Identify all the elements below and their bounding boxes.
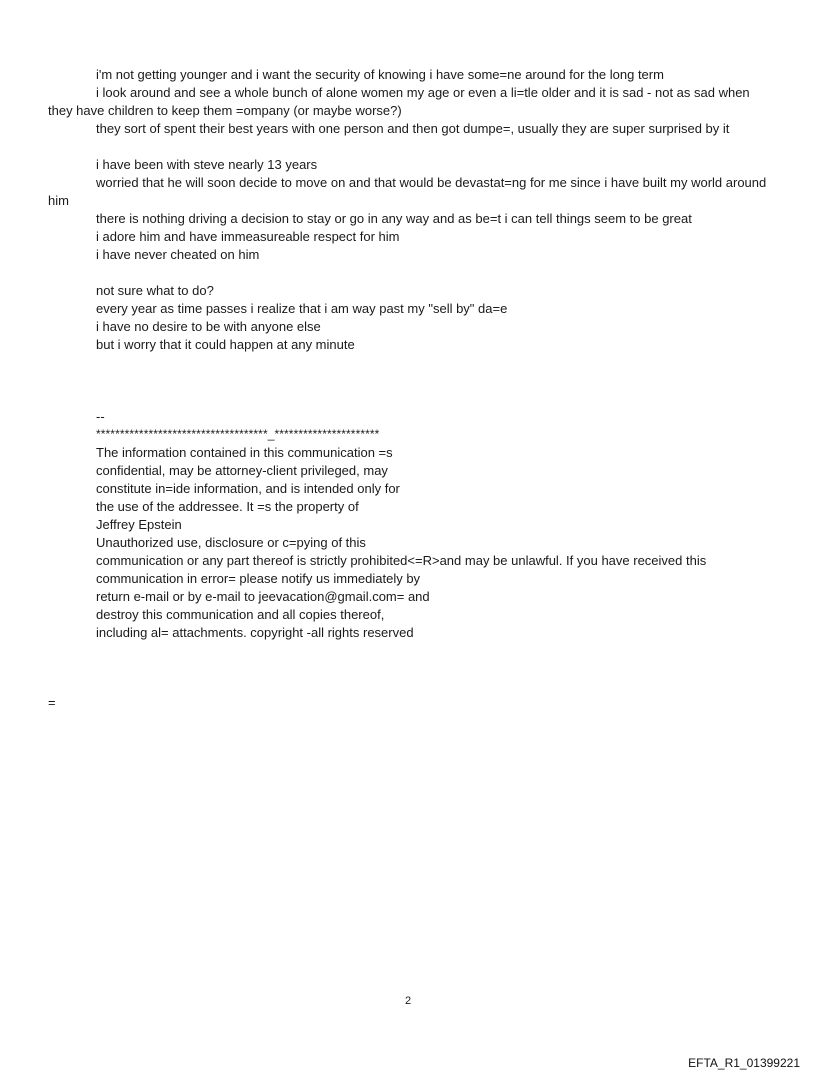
disclaimer-line: The information contained in this communication =s (96, 445, 393, 460)
signature-dashes: -- (96, 409, 105, 424)
disclaimer-line: constitute in=ide information, and is intended only for (96, 481, 400, 496)
body-line: i look around and see a whole bunch of alone women my age or even a li=tle older and it is sad - not as sad when they have children to keep them =ompany (or maybe worse?) (48, 85, 750, 118)
email-body (48, 66, 768, 642)
disclaimer-line: Unauthorized use, disclosure or c=pying of this (96, 535, 366, 550)
signature-separator: ************************************_********************** (96, 427, 380, 441)
signature-gap (48, 354, 768, 408)
document-id: EFTA_R1_01399221 (688, 1056, 800, 1070)
trailing-equals-mark: = (48, 695, 56, 710)
body-line: i'm not getting younger and i want the security of knowing i have some=ne around for the long term (96, 67, 664, 82)
disclaimer-line: destroy this communication and all copies thereof, (96, 607, 385, 622)
body-line: not sure what to do? (96, 283, 214, 298)
disclaimer-line: confidential, may be attorney-client privileged, may (96, 463, 388, 478)
body-line: worried that he will soon decide to move on and that would be devastat=ng for me since i have built my world around him (48, 175, 767, 208)
body-line: but i worry that it could happen at any minute (96, 337, 355, 352)
body-line: every year as time passes i realize that i am way past my "sell by" da=e (96, 301, 508, 316)
body-line: they sort of spent their best years with one person and then got dumpe=, usually they are super surprised by it (96, 121, 730, 136)
disclaimer-line: including al= attachments. copyright -all rights reserved (96, 625, 414, 640)
paragraph-gap (48, 264, 768, 282)
disclaimer-line: communication or any part thereof is strictly prohibited<=R>and may be unlawful. If you have received this (96, 553, 707, 568)
disclaimer-line: communication in error= please notify us immediately by (96, 571, 421, 586)
body-line: there is nothing driving a decision to stay or go in any way and as be=t i can tell things seem to be great (96, 211, 692, 226)
disclaimer-line: return e-mail or by e-mail to jeevacation@gmail.com= and (96, 589, 430, 604)
disclaimer-line: Jeffrey Epstein (96, 517, 182, 532)
body-line: i have never cheated on him (96, 247, 260, 262)
page-number: 2 (404, 995, 412, 1007)
body-line: i adore him and have immeasureable respect for him (96, 229, 400, 244)
body-line: i have no desire to be with anyone else (96, 319, 321, 334)
paragraph-gap (48, 138, 768, 156)
disclaimer-line: the use of the addressee. It =s the property of (96, 499, 359, 514)
body-line: i have been with steve nearly 13 years (96, 157, 318, 172)
